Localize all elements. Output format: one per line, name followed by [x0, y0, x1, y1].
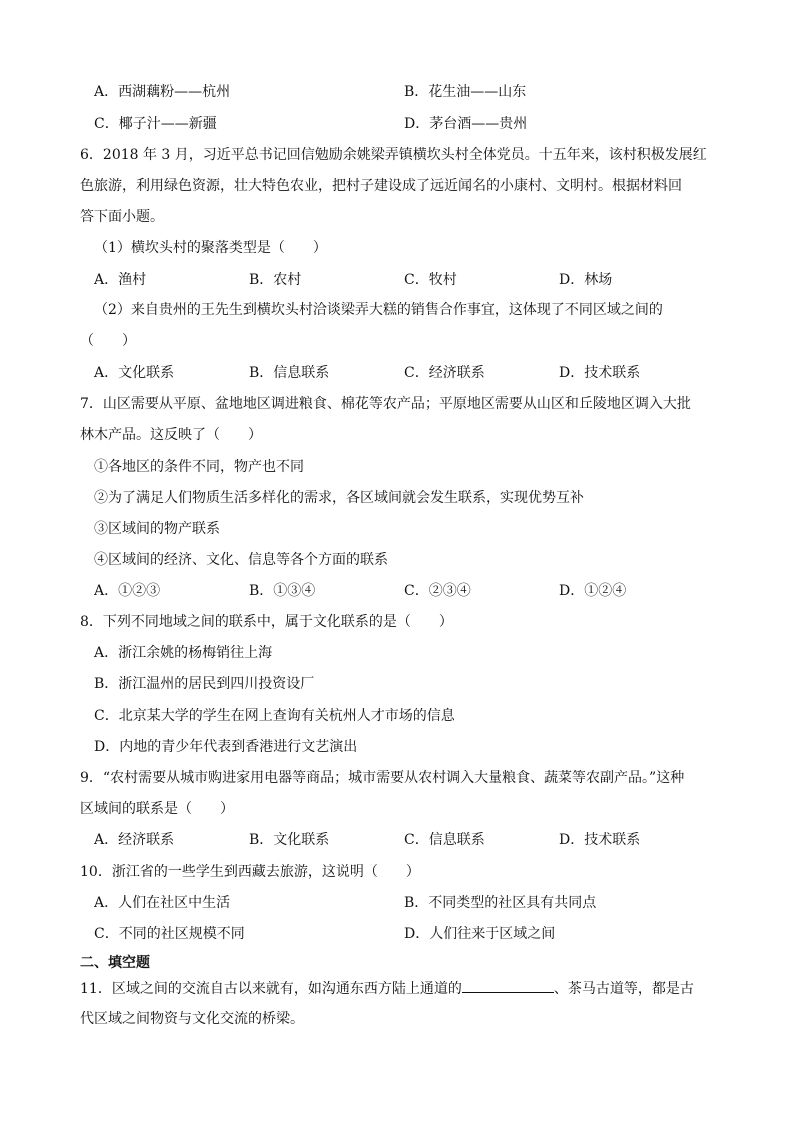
q7-stem-line-2: 林木产品。这反映了（ ）	[80, 427, 262, 443]
q9-option-d: D．技术联系	[559, 832, 641, 848]
q8-stem: 8．下列不同地域之间的联系中，属于文化联系的是（ ）	[80, 614, 453, 630]
q10-option-c: C．不同的社区规模不同	[94, 926, 245, 942]
q7-option-c: C．②③④	[404, 583, 471, 599]
q7-option-d: D．①②④	[559, 583, 627, 599]
q6-sub1-option-c: C．牧村	[404, 272, 457, 288]
q11-stem-part-1: 11．区域之间的交流自古以来就有，如沟通东西方陆上通道的	[80, 981, 462, 997]
q6-sub1-stem: （1）横坎头村的聚落类型是（ ）	[94, 240, 327, 256]
q7-item-1: ①各地区的条件不同，物产也不同	[94, 459, 304, 475]
q6-stem-line-3: 答下面小题。	[80, 209, 164, 225]
q11-answer-blank[interactable]	[462, 978, 554, 993]
q7-item-3: ③区域间的物产联系	[94, 521, 220, 537]
q9-option-a: A．经济联系	[94, 832, 175, 848]
q9-stem-line-2: 区域间的联系是（ ）	[80, 801, 234, 817]
q6-sub2-option-a: A．文化联系	[94, 365, 175, 381]
q9-stem-line-1: 9．“农村需要从城市购进家用电器等商品；城市需要从农村调入大量粮食、蔬菜等农副产品。”这种	[80, 770, 685, 786]
q6-sub2-stem-line-2: （ ）	[80, 333, 136, 349]
q10-option-b: B．不同类型的社区具有共同点	[404, 895, 597, 911]
q11-stem-line-1	[80, 978, 694, 999]
q6-sub2-option-c: C．经济联系	[404, 365, 485, 381]
q5-option-d: D．茅台酒——贵州	[404, 116, 528, 132]
q10-option-d: D．人们往来于区域之间	[404, 926, 556, 942]
q5-option-b: B．花生油——山东	[404, 84, 527, 100]
q8-option-c: C．北京某大学的学生在网上查询有关杭州人才市场的信息	[94, 708, 455, 724]
q5-option-c: C．椰子汁——新疆	[94, 116, 217, 132]
q11-stem-line-2: 代区域之间物资与文化交流的桥梁。	[80, 1011, 304, 1027]
q10-stem: 10．浙江省的一些学生到西藏去旅游，这说明（ ）	[80, 864, 420, 880]
q9-option-c: C．信息联系	[404, 832, 485, 848]
q7-item-2: ②为了满足人们物质生活多样化的需求，各区域间就会发生联系，实现优势互补	[94, 490, 584, 506]
q11-stem-part-2: 、茶马古道等，都是古	[553, 981, 694, 997]
q6-stem-line-1: 6．2018 年 3 月，习近平总书记回信勉励余姚梁弄镇横坎头村全体党员。十五年来，该村积极发展红	[80, 147, 707, 163]
q6-stem-line-2: 色旅游，利用绿色资源，壮大特色农业，把村子建设成了远近闻名的小康村、文明村。根据材料回	[80, 178, 682, 194]
q7-option-a: A．①②③	[94, 583, 161, 599]
q6-sub2-option-b: B．信息联系	[249, 365, 330, 381]
q8-option-b: B．浙江温州的居民到四川投资设厂	[94, 676, 315, 692]
q8-option-a: A．浙江余姚的杨梅销往上海	[94, 645, 273, 661]
section-title-fill-in: 二、填空题	[80, 955, 150, 971]
q10-option-a: A．人们在社区中生活	[94, 895, 231, 911]
q6-sub1-option-a: A．渔村	[94, 272, 147, 288]
q7-stem-line-1: 7．山区需要从平原、盆地地区调进粮食、棉花等农产品；平原地区需要从山区和丘陵地区调入大批	[80, 396, 691, 412]
q5-option-a: A．西湖藕粉——杭州	[94, 84, 231, 100]
q6-sub2-stem-line-1: （2）来自贵州的王先生到横坎头村洽谈梁弄大糕的销售合作事宜，这体现了不同区域之间的	[94, 302, 663, 318]
q6-sub1-option-b: B．农村	[249, 272, 302, 288]
q7-item-4: ④区域间的经济、文化、信息等各个方面的联系	[94, 552, 388, 568]
q9-option-b: B．文化联系	[249, 832, 330, 848]
q8-option-d: D．内地的青少年代表到香港进行文艺演出	[94, 739, 358, 755]
q7-option-b: B．①③④	[249, 583, 316, 599]
q6-sub2-option-d: D．技术联系	[559, 365, 641, 381]
q6-sub1-option-d: D．林场	[559, 272, 613, 288]
